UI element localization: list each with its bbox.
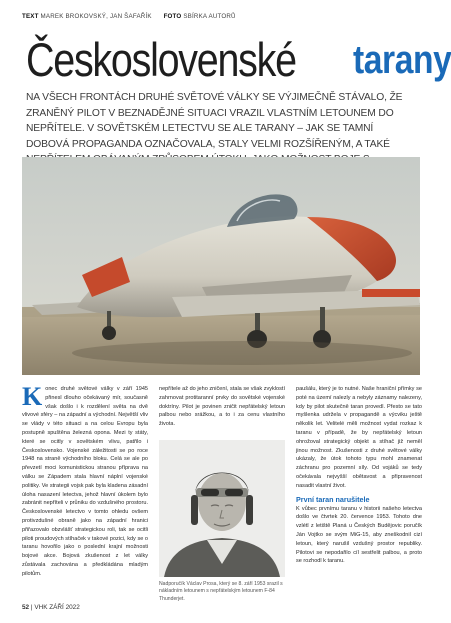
photo-label: FOTO [163, 13, 182, 20]
column-3-text-after: K vůbec prvnímu taranu v historii našeho letectva došlo ve čtvrtek 20. července 1953. Tohoto dne vzlétl z letiště Planá u Českých Budějovic poručík Ján Vojtko se svým MiG-15, aby zneškodnil cizí letoun, který narušil vzdušný prostor republiky. Pilotovi se nepodařilo cíl sestřelit palbou, a proto se rozhodl k taranu. [296, 505, 422, 565]
issue-label: VHK ZÁŘÍ 2022 [34, 604, 80, 611]
portrait-caption: Nadporučík Václav Prosa, který se 8. září 1953 srazil s nákladním letounem s nepřátelským letounem F-84 Thunderjet. [159, 581, 283, 602]
text-column-2 [159, 385, 285, 429]
page-number: 52 [22, 604, 30, 611]
headline-part2: tarany [353, 38, 451, 82]
headline-part1: Československé [26, 33, 296, 86]
pilot-portrait [159, 440, 285, 577]
dropcap: K [22, 382, 43, 411]
photo-source: SBÍRKA AUTORŮ [183, 13, 236, 20]
column-3-text: paušálu, který je to nutné. Naše hraniční přímky se poté na území nalezly a nebyly záznamy nalezeny, kdy by pilot skutečně taran provedl. Přesto se tato myšlenka udržela v propagandě a výcviku ještě několik let. Velitelé měli možnost vydat rozkaz k taranu v případě, že by nepřátelský letoun ohrožoval strategický objekt a stíhač již neměl jinou možnost. Zkušenosti z druhé světové války ukázaly, že útok tohoto typu mohl znamenat záchranu pro pozemní síly. Od vojáků se tedy očekávala nejvyšší obětavost a připravenost nasadit vlastní život. [296, 386, 422, 489]
column-2-text: nepřítele až do jeho zničení, stala se však zvyklostí zahrnovat protitaranní prvky do sovětské vojenské doktríny. Pilot je povinen zničit nepřátelský letoun palbou nebo srážkou, a to i za cenu vlastního života. [159, 386, 285, 428]
article-credits [22, 13, 236, 20]
aircraft-photo [22, 157, 420, 375]
page-footer: 52 | VHK ZÁŘÍ 2022 [22, 604, 80, 611]
text-column-1 [22, 382, 148, 579]
text-column-3 [296, 385, 422, 566]
article-lead: NA VŠECH FRONTÁCH DRUHÉ SVĚTOVÉ VÁLKY SE VÝJIMEČNĚ STÁVALO, ŽE ZRANĚNÝ PILOT V BEZNADĚJNÉ SITUACI VRAZIL VLASTNÍM LETOUNEM DO NEPŘÍTELE. V SOVĚTSKÉM LETECTVU SE ALE TARANY – JAK SE TAMNÍ DOBOVÁ PROPAGANDA OZNAČOVALA, STALY VELMI ROZŠÍŘENÝM, A TAKÉ [26, 92, 403, 150]
text-authors: MAREK BROKOVSKÝ, JAN ŠAFAŘÍK [40, 13, 152, 20]
section-subhead: První taran narušitele [296, 494, 370, 504]
text-label: TEXT [22, 13, 39, 20]
column-1-text: onec druhé světové války v září 1945 přinesl dlouho očekávaný mír, současně však došlo i k rozdělení světa na dvě vlivové sféry – na západní a východní. Největší vliv se vlády v této situaci a na celou Evropu byla postupně spuštěna železná opona. Mezi ty státy, které se ocitly v sovětském vlivu, patřilo i Československo. Vojenské záležitosti se po roce 1948 na straně východního bloku. Celá se ale po převzetí moci komunistickou stranou příprava na válku se Západem stala hlavní náplní vojenské politiky. Ve strategii vojsk pak byla kladena zásadní úloha nasazení letectva, jehož hlavní úkolem bylo zabránit nepříteli v průniku do vzdušného prostoru. Československé letectvo v tomto ohledu ovšem protivzdušné obraně jako na západní hranici přiřazovalo obzvlášť strategickou roli, tak se ocitli piloti proudových stíhaček v takové pozici, kdy se o taranu hovořilo jako o poslední krajní možnosti bojové akce. Bojová zkušenost z let války zůstávala zachována a předkládána mladým pilotům. [22, 386, 148, 577]
article-headline [26, 32, 451, 88]
